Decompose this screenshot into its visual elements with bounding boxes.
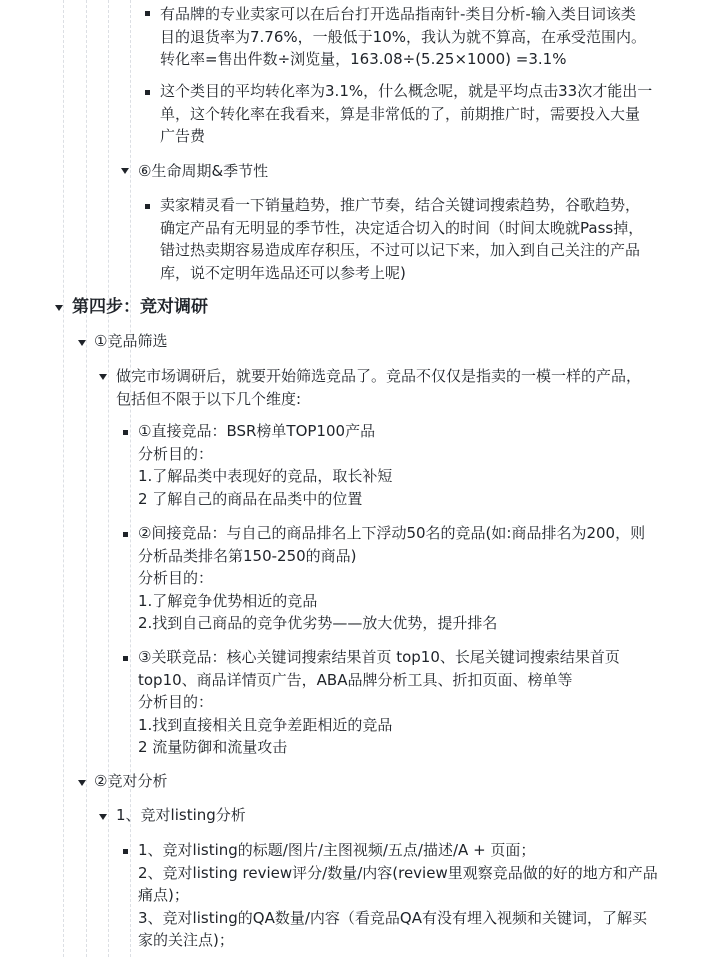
heading-competitor-screening: ①竞品筛选 <box>94 332 168 350</box>
text-line: ①直接竞品：BSR榜单TOP100产品 <box>138 422 376 440</box>
collapse-toggle-icon[interactable] <box>78 780 86 786</box>
bullet-icon <box>145 204 150 209</box>
text-line: 库，说不定明年选品还可以参考上呢) <box>160 263 406 282</box>
paragraph-indirect-competitor <box>138 522 645 635</box>
text-line: 2 流量防御和流量攻击 <box>138 738 288 757</box>
paragraph-listing-items <box>138 839 658 952</box>
collapse-toggle-icon[interactable] <box>121 168 129 174</box>
text-line: 3、竞对listing的QA数量/内容（看竞品QA有没有埋入视频和关键词，了解买 <box>138 908 647 927</box>
heading-lifecycle: ⑥生命周期&季节性 <box>138 162 269 180</box>
text-line: 1.了解品类中表现好的竞品，取长补短 <box>138 467 393 486</box>
paragraph-return-rate <box>160 3 646 71</box>
text-line: 2 了解自己的商品在品类中的位置 <box>138 489 363 508</box>
text-line: 转化率=售出件数÷浏览量，163.08÷(5.25×1000) =3.1% <box>160 50 567 69</box>
collapse-toggle-icon[interactable] <box>55 305 63 311</box>
text-line: 2.找到自己商品的竞争优劣势——放大优势，提升排名 <box>138 614 498 633</box>
indent-guide <box>86 0 87 957</box>
text-line: 广告费 <box>160 127 206 146</box>
bullet-icon <box>123 849 128 854</box>
bullet-icon <box>123 430 128 435</box>
paragraph-screening-intro <box>116 365 641 410</box>
indent-guide <box>108 0 109 957</box>
collapse-toggle-icon[interactable] <box>78 340 86 346</box>
text-line: 分析目的： <box>138 444 214 463</box>
collapse-toggle-icon[interactable] <box>99 814 107 820</box>
bullet-icon <box>123 656 128 661</box>
text-line: 卖家精灵看一下销量趋势，推广节奏，结合关键词搜索趋势，谷歌趋势， <box>160 196 641 214</box>
text-line: 单，这个转化率在我看来，算是非常低的了，前期推广时，需要投入大量 <box>160 104 641 123</box>
text-line: 这个类目的平均转化率为3.1%，什么概念呢，就是平均点击33次才能出一 <box>160 82 653 100</box>
bullet-icon <box>145 90 150 95</box>
text-line: 目的退货率为7.76%，一般低于10%，我认为就不算高，在承受范围内。 <box>160 27 646 46</box>
heading-step4: 第四步：竞对调研 <box>72 297 208 317</box>
heading-competitor-analysis: ②竞对分析 <box>94 772 168 790</box>
text-line: 分析品类排名第150-250的商品) <box>138 546 357 565</box>
text-line: top10、商品详情页广告，ABA品牌分析工具、折扣页面、榜单等 <box>138 670 573 689</box>
text-line: ③关联竞品：核心关键词搜索结果首页 top10、长尾关键词搜索结果首页 <box>138 648 620 666</box>
text-line: 2、竞对listing review评分/数量/内容(review里观察竞品做的好的地方和产品 <box>138 863 658 882</box>
text-line: 1.找到直接相关且竞争差距相近的竞品 <box>138 715 393 734</box>
text-line: 确定产品有无明显的季节性，决定适合切入的时间（时间太晚就Pass掉， <box>160 218 644 237</box>
text-line: 痛点)； <box>138 886 189 905</box>
text-line: 错过热卖期容易造成库存积压，不过可以记下来，加入到自己关注的产品 <box>160 241 641 260</box>
bullet-icon <box>123 532 128 537</box>
text-line: 家的关注点)； <box>138 931 234 950</box>
text-line: 分析目的： <box>138 569 214 588</box>
collapse-toggle-icon[interactable] <box>99 374 107 380</box>
paragraph-seasonality <box>160 194 643 284</box>
text-line: 做完市场调研后，就要开始筛选竞品了。竞品不仅仅是指卖的一模一样的产品， <box>116 367 642 385</box>
paragraph-avg-conversion <box>160 80 652 148</box>
text-line: 1、竞对listing的标题/图片/主图视频/五点/描述/A + 页面； <box>138 841 536 859</box>
indent-guide <box>63 0 64 957</box>
heading-listing-analysis: 1、竞对listing分析 <box>116 806 246 824</box>
bullet-icon <box>145 11 150 16</box>
text-line: ②间接竞品：与自己的商品排名上下浮动50名的竞品(如:商品排名为200，则 <box>138 524 646 542</box>
text-line: 分析目的： <box>138 693 214 712</box>
paragraph-related-competitor <box>138 646 620 759</box>
paragraph-direct-competitor <box>138 420 392 510</box>
text-line: 1.了解竞争优势相近的竞品 <box>138 591 318 610</box>
text-line: 有品牌的专业卖家可以在后台打开选品指南针-类目分析-输入类目词该类 <box>160 5 636 23</box>
text-line: 包括但不限于以下几个维度: <box>116 389 302 408</box>
